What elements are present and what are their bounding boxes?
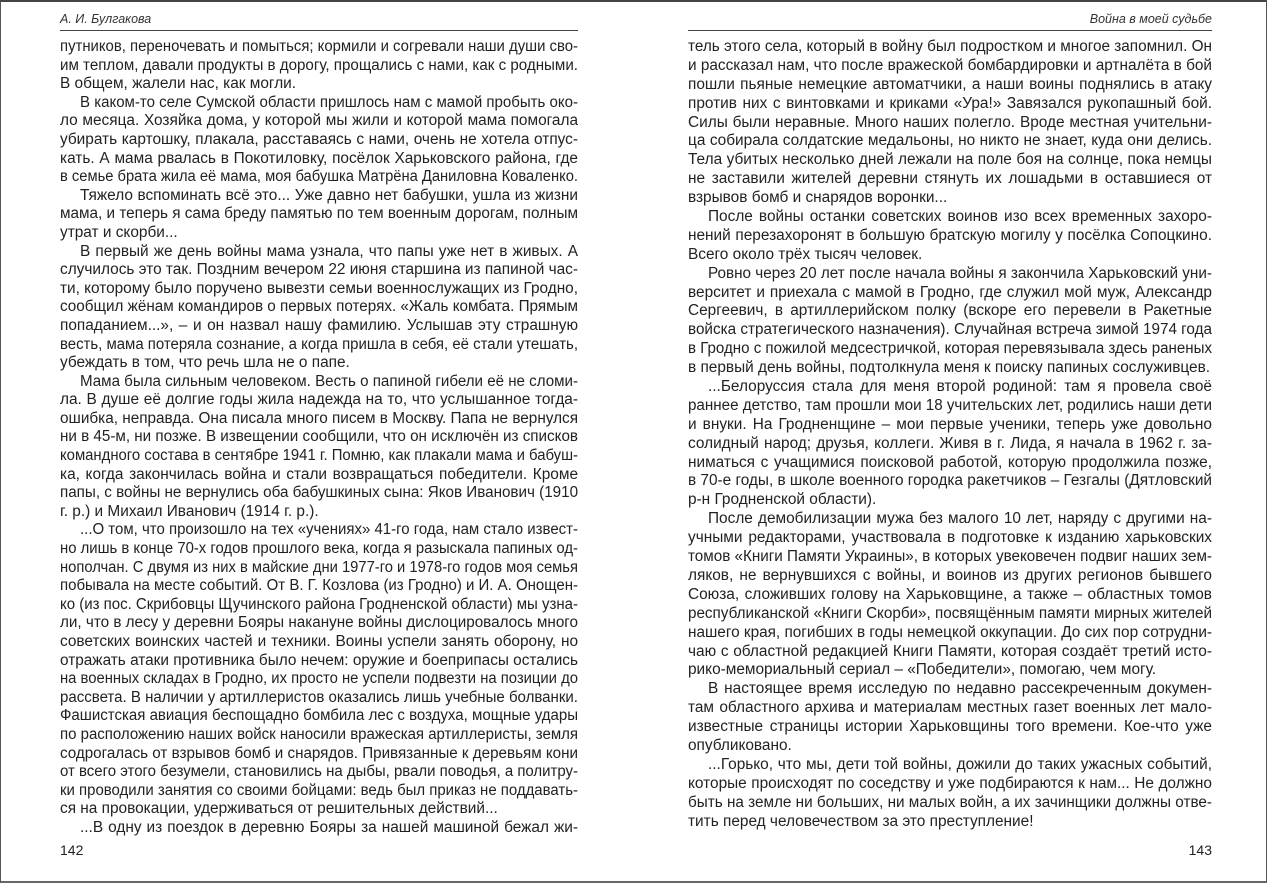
text-line-content: ...О том, что произошло на тех «учениях» 41-го года, нам стало извест- xyxy=(80,521,579,539)
left-page-body xyxy=(60,38,578,838)
text-line-content: г. р.) и Михаил Иванович (1914 г. р.). xyxy=(60,502,319,520)
text-line-content: командного состава в сентябре 1941 г. Помню, как плакали мама и бабуш- xyxy=(60,447,578,465)
text-line-content: Союза, сложивших голову на Харьковщине, а также – областных томов xyxy=(688,585,1212,603)
text-line xyxy=(688,265,1212,284)
text-line xyxy=(60,745,578,764)
text-line-content: от всего этого безумели, становились на дыбы, рвали поводья, а политру- xyxy=(60,763,579,781)
text-line-content: побывала на месте событий. От В. Г. Козлова (из Гродно) и И. А. Онощен- xyxy=(60,577,579,595)
text-line-content: в 70-е годы, в школе военного городка ракетчиков – Гезгалы (Дятловский xyxy=(688,472,1212,490)
text-line xyxy=(60,410,578,429)
text-line-content: Всего около трёх тысяч человек. xyxy=(688,245,923,263)
text-line-content: В первый же день войны мама узнала, что папы уже нет в живых. А xyxy=(80,242,578,260)
text-line-content: известные страницы истории Харьковщины того времени. Кое-что уже xyxy=(688,718,1212,736)
text-line-content: и рассказал нам, что после вражеской бомбардировки и артналёта в бой xyxy=(688,56,1213,74)
text-line-content: После демобилизации мужа без малого 10 лет, наряду с другими на- xyxy=(708,510,1212,528)
text-line xyxy=(688,775,1212,794)
text-line xyxy=(688,643,1212,662)
text-line xyxy=(60,800,578,819)
text-line xyxy=(688,586,1212,605)
text-line xyxy=(688,246,1212,265)
text-line-content: там областного архива и материалам местных газет военных лет мало- xyxy=(688,699,1212,717)
text-line-content: отражать атаки противника было нечем: оружие и боеприпасы остались xyxy=(60,651,578,669)
text-line-content: В каком-то селе Сумской области пришлось нам с мамой пробыть око- xyxy=(80,93,578,111)
text-line-content: убеждать в том, что речь шла не о папе. xyxy=(60,354,350,372)
text-line xyxy=(688,170,1212,189)
text-line xyxy=(688,378,1212,397)
text-line xyxy=(60,633,578,652)
text-line xyxy=(60,243,578,262)
text-line xyxy=(60,317,578,336)
text-line xyxy=(60,94,578,113)
text-line xyxy=(688,359,1212,378)
text-line-content: чаю с областной редакцией Книги Памяти, которая создаёт третий исто- xyxy=(688,642,1212,660)
text-line-content: взрывов бомб и снарядов воронки... xyxy=(688,189,948,207)
text-line-content: В общем, жалели нас, как могли. xyxy=(60,75,297,93)
text-line-content: Силы были неравные. Много наших полегло. Вроде местная учительни- xyxy=(688,113,1212,131)
text-line xyxy=(688,548,1212,567)
text-line xyxy=(688,567,1212,586)
text-line-content: Сергеевич, в артиллерийском полку (вскоре его перевели в Ракетные xyxy=(688,302,1212,320)
text-line xyxy=(688,397,1212,416)
text-line-content: ...Горько, что мы, дети той войны, дожили до таких ужасных событий, xyxy=(708,755,1212,773)
text-line-content: Мама была сильным человеком. Весть о папиной гибели её не сломи- xyxy=(80,372,578,390)
text-line xyxy=(60,150,578,169)
text-line xyxy=(60,707,578,726)
text-line xyxy=(60,819,578,838)
text-line xyxy=(688,737,1212,756)
text-line xyxy=(688,491,1212,510)
right-page-body xyxy=(688,38,1212,831)
text-line-content: попаданием...», – и он назвал нашу фамилию. Услышав эту страшную xyxy=(60,316,578,334)
text-line xyxy=(60,38,578,57)
text-line-content: тель этого села, который в войну был подростком и многое запомнил. Он xyxy=(688,38,1212,55)
text-line xyxy=(60,614,578,633)
text-line-content: ся на провокации, удерживаться от решительных действий... xyxy=(60,800,498,818)
text-line xyxy=(60,466,578,485)
text-line-content: ошибка, неправда. Она писала много писем в Москву. Папа не вернулся xyxy=(60,409,579,427)
text-line xyxy=(60,75,578,94)
text-line xyxy=(60,280,578,299)
text-line xyxy=(60,670,578,689)
text-line xyxy=(688,151,1212,170)
running-head-title: Война в моей судьбе xyxy=(688,12,1212,31)
text-line-content: и внуки. На Гродненщине – мои первые ученики, теперь уже довольно xyxy=(688,415,1212,433)
running-head-author: А. И. Булгакова xyxy=(60,12,578,31)
text-line xyxy=(688,529,1212,548)
text-line-content: случилось это так. Поздним вечером 22 июня старшина из папиной час- xyxy=(60,261,578,279)
text-line xyxy=(688,38,1212,57)
text-line-content: по расположению наших войск наносили вражеская артиллеристы, земля xyxy=(60,725,579,743)
text-line-content: им теплом, давали продукты в дорогу, прощались с нами, как с родными. xyxy=(60,56,578,74)
text-line xyxy=(60,652,578,671)
text-line xyxy=(60,261,578,280)
text-line xyxy=(60,205,578,224)
text-line xyxy=(688,321,1212,340)
text-line-content: мама, и теперь я сама бреду памятью по тем военным дорогам, полным xyxy=(60,205,579,223)
text-line xyxy=(60,447,578,466)
text-line xyxy=(688,699,1212,718)
text-line-content: ца собирала солдатские медальоны, но никто не знает, куда они делись. xyxy=(688,132,1212,150)
text-line-content: не заставили жителей деревни стянуть их лошадьми в оставшиеся от xyxy=(688,170,1212,188)
text-line xyxy=(688,718,1212,737)
text-line xyxy=(60,503,578,522)
text-line xyxy=(688,454,1212,473)
text-line-content: ни в 45-м, ни позже. В извещении сообщили, что он исключён из списков xyxy=(60,428,578,446)
text-line xyxy=(688,794,1212,813)
text-line-content: Ровно через 20 лет после начала войны я закончила Харьковский уни- xyxy=(708,264,1212,282)
text-line xyxy=(60,577,578,596)
text-line-content: в семье брата жила её мама, моя бабушка Матрёна Даниловна Коваленко. xyxy=(60,168,578,186)
text-line xyxy=(688,284,1212,303)
text-line xyxy=(60,112,578,131)
text-line-content: ли, что в лесу у деревни Бояры накануне войны дислоцировалось много xyxy=(60,614,579,632)
text-line-content: раннее детство, там прошли мои 18 учительских лет, родились наши дети xyxy=(688,396,1213,414)
text-line xyxy=(688,189,1212,208)
text-line xyxy=(688,132,1212,151)
text-line xyxy=(60,428,578,447)
text-line-content: томов «Книги Памяти Украины», в которых увековечен подвиг наших зем- xyxy=(688,548,1212,566)
text-line xyxy=(60,559,578,578)
text-line xyxy=(688,510,1212,529)
text-line xyxy=(60,484,578,503)
text-line xyxy=(688,680,1212,699)
text-line-content: в Гродно с пожилой медсестричкой, которая перевязывала здесь раненых xyxy=(688,340,1213,358)
text-line xyxy=(60,187,578,206)
text-line xyxy=(688,95,1212,114)
text-line-content: которые происходят по соседству и уже подбираются к нам... Не должно xyxy=(688,774,1212,792)
text-line-content: советских воинских частей и техники. Воины успели занять оборону, но xyxy=(60,633,578,650)
text-line-content: ло месяца. Хозяйка дома, у которой мы жили и которой мама помогала xyxy=(60,112,578,130)
text-line xyxy=(60,298,578,317)
text-line xyxy=(60,224,578,243)
text-line-content: кать. А мама рвалась в Покотиловку, посёлок Харьковского района, где xyxy=(60,149,578,167)
text-line xyxy=(688,472,1212,491)
text-line-content: ла. В душе её долгие годы жила надежда на то, что услышанное тогда- xyxy=(60,391,578,409)
text-line-content: ти, которому было поручено вывезти семьи военнослужащих из Гродно, xyxy=(60,279,578,297)
text-line xyxy=(60,57,578,76)
text-line xyxy=(60,168,578,187)
text-line-content: рассвета. В наличии у артиллеристов оказались лишь учебные болванки. xyxy=(60,688,578,706)
text-line-content: против них с винтовками и криками «Ура!» Завязался рукопашный бой. xyxy=(688,94,1212,112)
text-line-content: утрат и скорби... xyxy=(60,223,178,241)
text-line-content: быть на земле ни больших, ни малых войн, а их зачинщики должны отве- xyxy=(688,793,1212,811)
text-line-content: ниматься с учащимися поисковой работой, которую продолжила позже, xyxy=(688,453,1212,471)
text-line-content: пошли пьяные немецкие автоматчики, а наши воины поднялись в атаку xyxy=(688,75,1212,93)
text-line xyxy=(688,756,1212,775)
text-line-content: ...В одну из поездок в деревню Бояры за нашей машиной бежал жи- xyxy=(80,818,578,836)
text-line xyxy=(60,596,578,615)
text-line-content: ки проводили занятия со своими бойцами: ведь был приказ не поддавать- xyxy=(60,781,579,799)
text-line xyxy=(688,340,1212,359)
page-number: 143 xyxy=(1188,842,1212,858)
text-line xyxy=(60,689,578,708)
text-line xyxy=(60,336,578,355)
text-line-content: нополчан. С двумя из них в майские дни 1977-го и 1978-го годов моя семья xyxy=(60,558,578,576)
text-line-content: ...Белоруссия стала для меня второй родиной: там я провела своё xyxy=(708,378,1212,396)
text-line-content: путников, переночевать и помыться; кормили и согревали наши души сво- xyxy=(60,38,578,55)
text-line-content: сообщил жёнам командиров о первых потерях. «Жаль комбата. Прямым xyxy=(60,298,579,316)
page-number: 142 xyxy=(60,842,84,858)
text-line-content: но лишь в конце 70-х годов прошлого века, когда я разыскала папиных од- xyxy=(60,540,579,558)
text-line-content: папы, с войны не вернулись оба бабушкиных сына: Яков Иванович (1910 xyxy=(60,484,579,502)
text-line xyxy=(60,391,578,410)
text-line xyxy=(688,208,1212,227)
text-line xyxy=(60,521,578,540)
text-line xyxy=(688,661,1212,680)
text-line-content: убирать картошку, плакала, расставаясь с нами, очень не хотела отпус- xyxy=(60,130,578,148)
text-line xyxy=(688,813,1212,832)
text-line-content: солидный народ; друзья, коллеги. Живя в г. Лида, я начала в 1962 г. за- xyxy=(688,434,1212,452)
text-line xyxy=(60,726,578,745)
text-line-content: учными редакторами, участвовала в подготовке к изданию харьковских xyxy=(688,529,1212,547)
text-line-content: содрогалась от взрывов бомб и снарядов. Привязанные к деревьям кони xyxy=(60,744,579,762)
text-line xyxy=(60,354,578,373)
text-line xyxy=(60,763,578,782)
text-line-content: республиканской «Книги Скорби», посвящённым памяти мирных жителей xyxy=(688,604,1213,622)
text-line xyxy=(688,605,1212,624)
text-line-content: ка, когда закончилась война и стали возвращаться победители. Кроме xyxy=(60,465,578,483)
text-line-content: войска стратегического назначения). Случайная встреча зимой 1974 года xyxy=(688,321,1212,339)
text-line xyxy=(688,302,1212,321)
text-line-content: на военных складах в Гродно, их просто не успели подвезти на позиции до xyxy=(60,670,578,688)
text-line-content: В настоящее время исследую по недавно рассекреченным докумен- xyxy=(708,680,1213,698)
text-line xyxy=(60,782,578,801)
text-line-content: рико-мемориальный сериал – «Победители», помогаю, чем могу. xyxy=(688,661,1157,679)
text-line-content: После войны останки советских воинов изо всех временных захоро- xyxy=(708,208,1212,226)
text-line-content: Фашистская авиация беспощадно бомбила лес с воздуха, мощные удары xyxy=(60,707,579,725)
text-line xyxy=(688,227,1212,246)
text-line xyxy=(688,624,1212,643)
text-line xyxy=(60,373,578,392)
text-line-content: нашего края, погибших в годы немецкой оккупации. До сих пор сотрудни- xyxy=(688,623,1213,641)
text-line xyxy=(60,131,578,150)
text-line xyxy=(688,57,1212,76)
text-line-content: Тяжело вспоминать всё это... Уже давно нет бабушки, ушла из жизни xyxy=(80,186,578,204)
text-line-content: р-н Гродненской области). xyxy=(688,491,877,509)
left-page xyxy=(60,0,578,881)
text-line-content: ляков, не вернувшихся с войны, и воинов из других регионов бывшего xyxy=(688,566,1212,584)
right-page xyxy=(688,0,1212,881)
text-line xyxy=(688,76,1212,95)
text-line xyxy=(688,114,1212,133)
text-line-content: тить перед человечеством за это преступление! xyxy=(688,812,1034,830)
text-line-content: ко (из пос. Скрибовцы Щучинского района Гродненской области) мы узна- xyxy=(60,595,578,613)
text-line xyxy=(688,435,1212,454)
text-line-content: нений перезахоронят в большую братскую могилу у посёлка Сопоцкино. xyxy=(688,226,1212,244)
text-line xyxy=(60,540,578,559)
text-line-content: Тела убитых несколько дней лежали на поле боя на солнце, пока немцы xyxy=(688,151,1212,169)
text-line-content: в первый день войны, подтолкнула меня к поиску папиных сослуживцев. xyxy=(688,359,1211,377)
text-line-content: опубликовано. xyxy=(688,736,792,754)
text-line-content: верситет и приехала с мамой в Гродно, где служил мой муж, Александр xyxy=(688,283,1212,301)
text-line-content: весть, мама потеряла сознание, а когда пришла в себя, её стали утешать, xyxy=(60,335,578,353)
text-line xyxy=(688,416,1212,435)
